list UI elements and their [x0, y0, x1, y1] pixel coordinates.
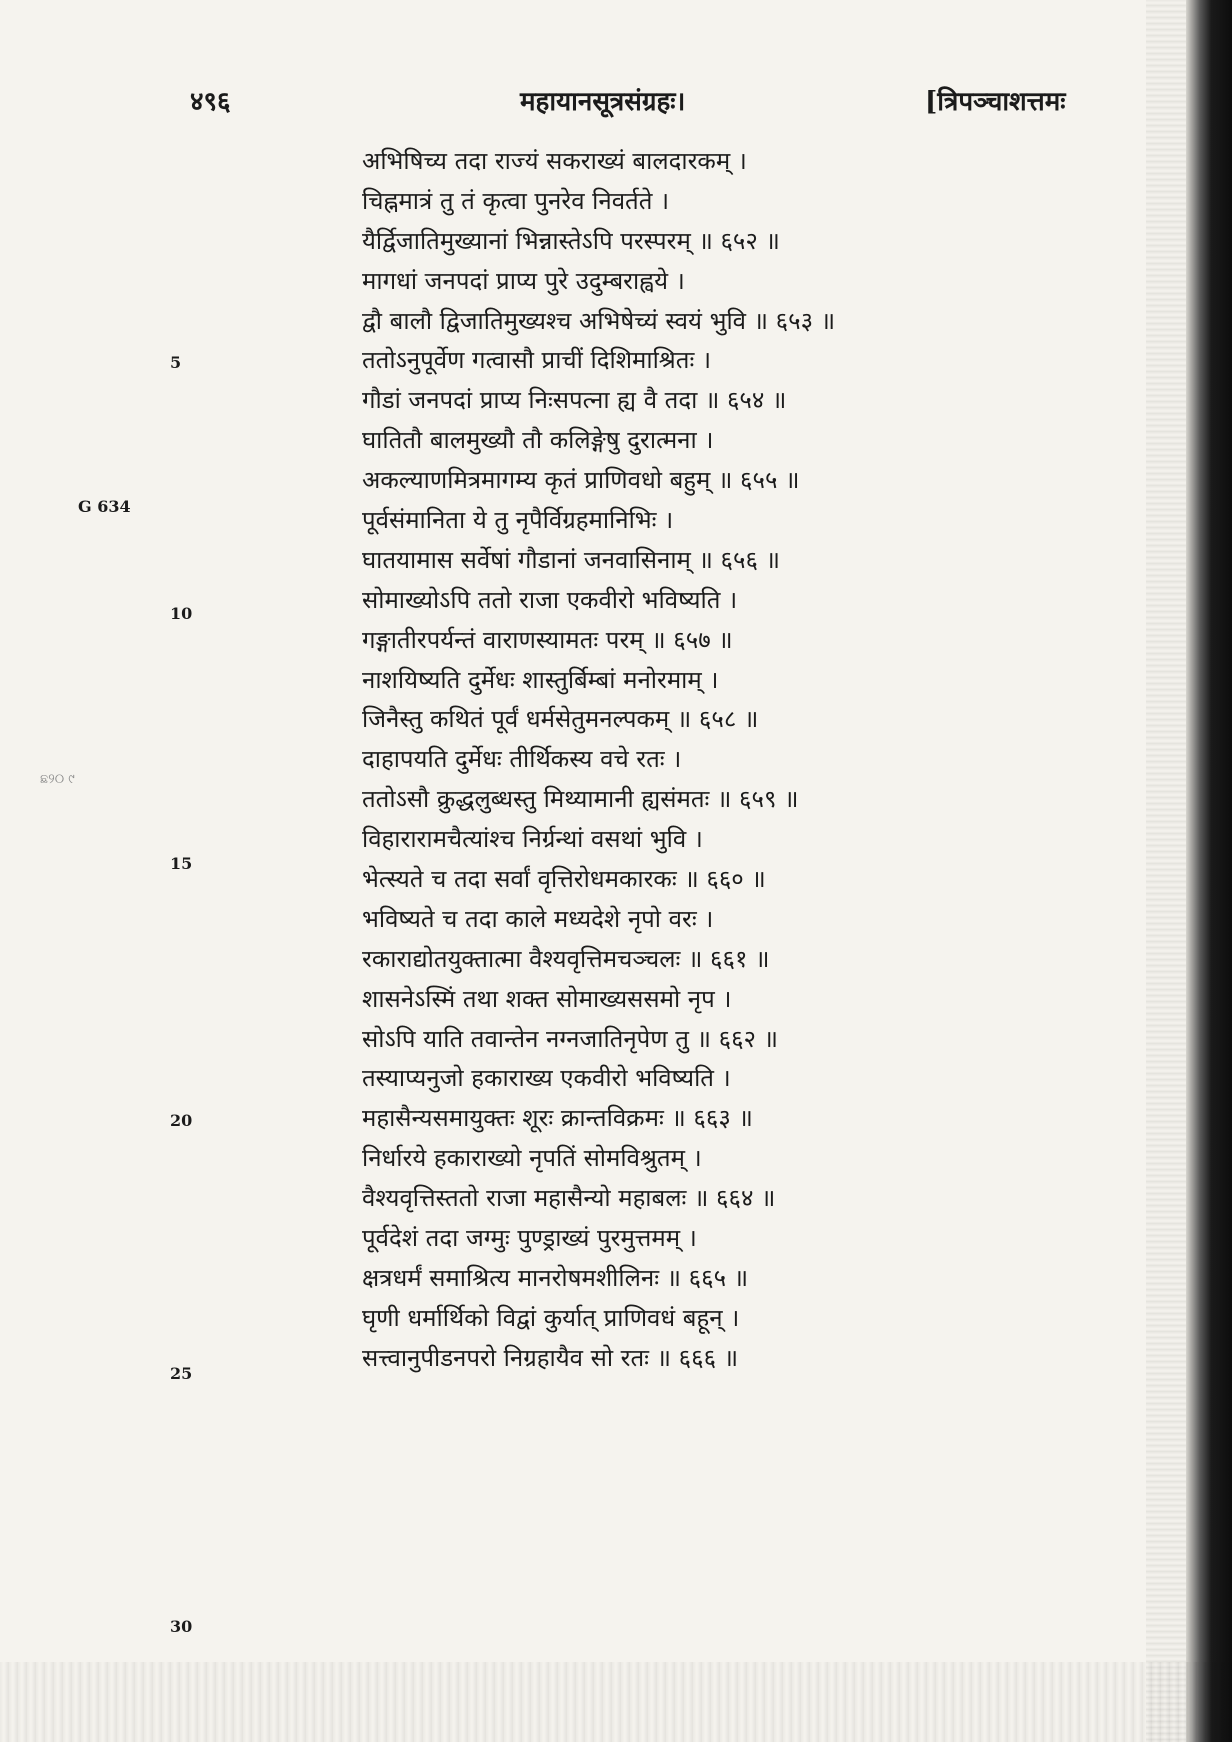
page-number: ४९६ — [190, 87, 231, 117]
book-title: महायानसूत्रसंग्रहः। — [520, 87, 686, 117]
verse-line: मागधां जनपदां प्राप्य पुरे उदुम्बराह्वये । — [362, 266, 685, 295]
bottom-scan-noise — [0, 1662, 1232, 1742]
verse-line: घृणी धर्मार्थिको विद्वां कुर्यात् प्राणिवधं बहून् । — [362, 1303, 740, 1332]
verse-line: दाहापयति दुर्मेधः तीर्थिकस्य वचे रतः । — [362, 745, 682, 774]
margin-mark: ଛ୨୦ ୯ — [40, 772, 75, 787]
verse-line: अकल्याणमित्रमागम्य कृतं प्राणिवधो बहुम् ॥ ६५५ ॥ — [362, 466, 800, 495]
page-header — [0, 82, 1232, 122]
verse-line: पूर्वसंमानिता ये तु नृपैर्विग्रहमानिभिः । — [362, 506, 674, 535]
verse-line: भेत्स्यते च तदा सर्वां वृत्तिरोधमकारकः ॥ ६६० ॥ — [362, 865, 766, 894]
verse-text-block — [362, 142, 1002, 1379]
verse-line: वैश्यवृत्तिस्ततो राजा महासैन्यो महाबलः ॥ ६६४ ॥ — [362, 1184, 776, 1213]
verse-line: नाशयिष्यति दुर्मेधः शास्तुर्बिम्बां मनोरमाम् । — [362, 665, 719, 694]
verse-line: निर्धारये हकाराख्यो नृपतिं सोमविश्रुतम् । — [362, 1144, 702, 1173]
verse-line: भविष्यते च तदा काले मध्यदेशे नृपो वरः । — [362, 904, 714, 933]
verse-line: यैर्द्विजातिमुख्यानां भिन्नास्तेऽपि परस्परम् ॥ ६५२ ॥ — [362, 226, 780, 255]
verse-line: द्वौ बालौ द्विजातिमुख्यश्च अभिषेच्यं स्वयं भुवि ॥ ६५३ ॥ — [362, 306, 836, 335]
verse-line: शासनेऽस्मिं तथा शक्त सोमाख्यससमो नृप । — [362, 984, 732, 1013]
verse-line: रकाराद्योतयुक्तात्मा वैश्यवृत्तिमचञ्चलः ॥ ६६१ ॥ — [362, 944, 770, 973]
verse-line: जिनैस्तु कथितं पूर्वं धर्मसेतुमनल्पकम् ॥ ६५८ ॥ — [362, 705, 759, 734]
line-number: 10 — [170, 604, 193, 623]
section-title: [त्रिपञ्चाशत्तमः — [925, 87, 1066, 117]
verse-line: विहारारामचैत्यांश्च निर्ग्रन्थां वसथां भुवि । — [362, 825, 703, 854]
verse-line: गङ्गातीरपर्यन्तं वाराणस्यामतः परम् ॥ ६५७ ॥ — [362, 625, 733, 654]
verse-line: महासैन्यसमायुक्तः शूरः क्रान्तविक्रमः ॥ ६६३ ॥ — [362, 1104, 753, 1133]
line-number: 15 — [170, 854, 193, 873]
verse-line: तस्याप्यनुजो हकाराख्य एकवीरो भविष्यति । — [362, 1064, 731, 1093]
verse-line: सोऽपि याति तवान्तेन नग्नजातिनृपेण तु ॥ ६६२ ॥ — [362, 1024, 779, 1053]
margin-reference: G 634 — [78, 497, 131, 516]
line-number: 5 — [170, 353, 182, 372]
verse-line: सोमाख्योऽपि ततो राजा एकवीरो भविष्यति । — [362, 585, 738, 614]
verse-line: अभिषिच्य तदा राज्यं सकराख्यं बालदारकम् । — [362, 147, 747, 175]
verse-line: क्षत्रधर्मं समाश्रित्य मानरोषमशीलिनः ॥ ६६५ ॥ — [362, 1263, 749, 1292]
binding-shadow — [1146, 0, 1186, 1742]
binding-edge — [1186, 0, 1232, 1742]
line-number: 25 — [170, 1364, 193, 1383]
line-number: 30 — [170, 1617, 193, 1636]
verse-line: पूर्वदेशं तदा जग्मुः पुण्ड्राख्यं पुरमुत्तमम् । — [362, 1224, 697, 1253]
verse-line: ततोऽनुपूर्वेण गत्वासौ प्राचीं दिशिमाश्रितः । — [362, 346, 712, 375]
verse-line: घातितौ बालमुख्यौ तौ कलिङ्गेषु दुरात्मना । — [362, 426, 714, 455]
verse-line: चिह्नमात्रं तु तं कृत्वा पुनरेव निवर्तते । — [362, 186, 670, 215]
verse-line: ततोऽसौ क्रुद्धलुब्धस्तु मिथ्यामानी ह्यसंमतः ॥ ६५९ ॥ — [362, 785, 799, 814]
verse-line: घातयामास सर्वेषां गौडानां जनवासिनाम् ॥ ६५६ ॥ — [362, 545, 780, 574]
verse-line: गौडां जनपदां प्राप्य निःसपत्ना ह्य वै तदा ॥ ६५४ ॥ — [362, 386, 787, 415]
verse-line: सत्त्वानुपीडनपरो निग्रहायैव सो रतः ॥ ६६६ ॥ — [362, 1343, 739, 1372]
line-number: 20 — [170, 1111, 193, 1130]
